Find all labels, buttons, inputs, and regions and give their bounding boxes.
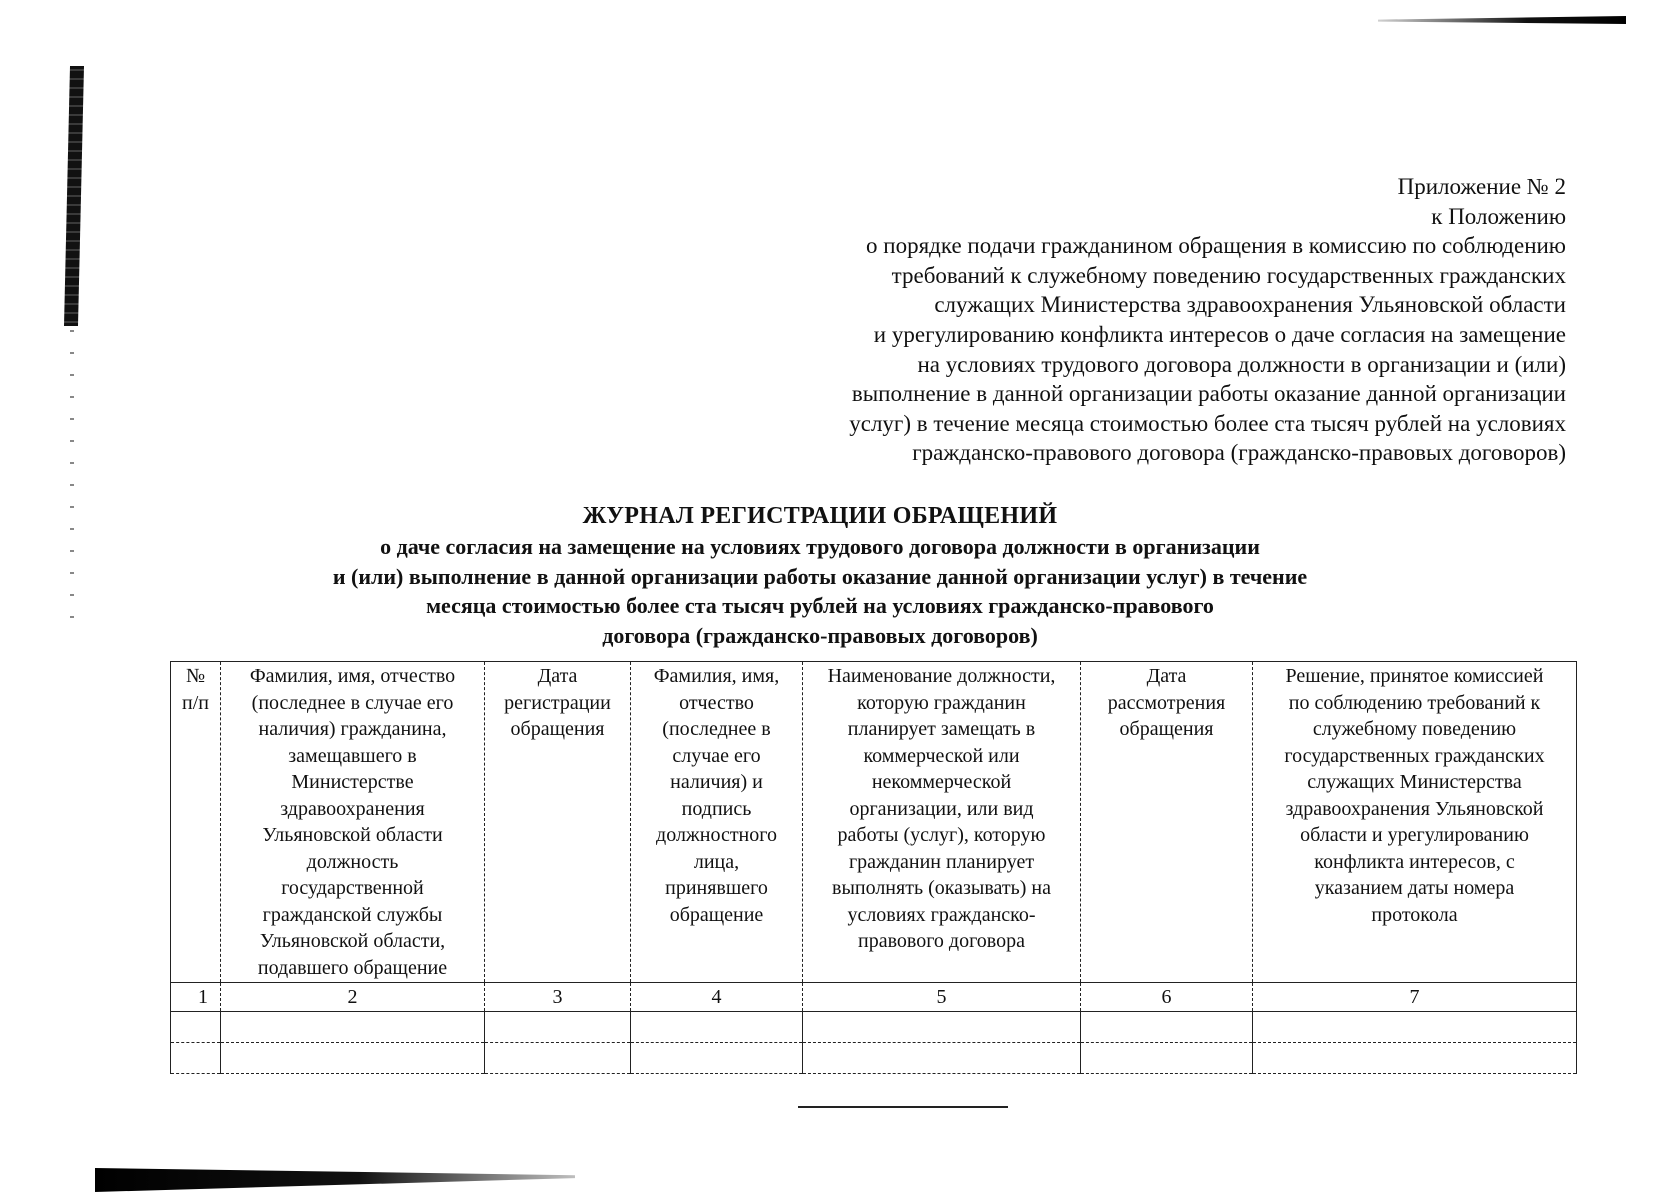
header-line: протокола [1371, 903, 1458, 926]
appendix-line: Приложение № 2 [1397, 174, 1566, 199]
header-line: Ульяновской области [262, 824, 443, 846]
header-line: (последнее в случае его [251, 691, 454, 714]
header-line: которую гражданин [857, 691, 1026, 714]
scan-artifact-top [1378, 16, 1626, 24]
table-row [171, 1012, 1577, 1043]
header-line: Решение, принятое комиссией [1285, 665, 1544, 687]
header-cell-position-name [803, 662, 1081, 983]
header-line: должность [306, 850, 399, 873]
header-line: Фамилия, имя, [653, 665, 780, 687]
appendix-header [666, 172, 1566, 468]
empty-cell [1081, 1012, 1253, 1043]
appendix-line: служащих Министерства здравоохранения Ульяновской области [934, 292, 1566, 318]
column-number-cell: 2 [221, 983, 485, 1012]
column-number-cell: 7 [1253, 983, 1577, 1012]
header-line: обращения [1119, 718, 1214, 740]
header-line: коммерческой или [863, 744, 1020, 767]
header-line: Дата [537, 665, 578, 687]
appendix-line: выполнение в данной организации работы оказание данной организации [851, 381, 1566, 407]
journal-subtitle-line: о даче согласия на замещение на условиях трудового договора должности в организации [380, 534, 1260, 559]
header-line: п/п [182, 691, 209, 714]
journal-title-main: ЖУРНАЛ РЕГИСТРАЦИИ ОБРАЩЕНИЙ [582, 503, 1058, 529]
header-line: гражданской службы [262, 903, 443, 926]
journal-subtitle-line: и (или) выполнение в данной организации работы оказание данной организации услуг) в течение [332, 563, 1308, 589]
header-line: наличия) гражданина, [258, 718, 447, 740]
appendix-line: на условиях трудового договора должности в организации и (или) [917, 351, 1566, 377]
registration-journal-table [170, 661, 1577, 1074]
header-line: условиях гражданско- [847, 903, 1036, 926]
header-line: Дата [1146, 665, 1187, 687]
header-line: конфликта интересов, с [1314, 850, 1515, 873]
header-line: обращения [510, 718, 605, 740]
empty-cell [631, 1012, 803, 1043]
document-end-line [798, 1106, 1008, 1108]
header-cell-applicant-name [221, 662, 485, 983]
header-line: рассмотрения [1107, 691, 1226, 714]
header-line: гражданин планирует [848, 850, 1035, 873]
header-line: Министерстве [291, 771, 414, 793]
appendix-line: к Положению [1431, 203, 1566, 229]
header-line: должностного [656, 824, 777, 846]
empty-cell [485, 1012, 631, 1043]
column-number-cell: 4 [631, 983, 803, 1012]
header-cell-official-name [631, 662, 803, 983]
empty-cell [1081, 1043, 1253, 1074]
header-line: государственных гражданских [1284, 744, 1545, 767]
empty-cell [221, 1043, 485, 1074]
header-line: правового договора [858, 930, 1025, 952]
header-line: подавшего обращение [257, 956, 448, 979]
appendix-line: услуг) в течение месяца стоимостью более ста тысяч рублей на условиях [849, 410, 1566, 436]
scan-artifact-dots [70, 330, 74, 630]
column-number-row [171, 983, 1577, 1012]
header-cell-registration-date [485, 662, 631, 983]
scan-artifact-bottom [95, 1168, 575, 1192]
column-number-cell: 3 [485, 983, 631, 1012]
header-line: регистрации [504, 691, 611, 714]
header-line: по соблюдению требований к [1288, 691, 1541, 714]
header-line: обращение [669, 903, 764, 926]
header-line: планирует замещать в [847, 718, 1036, 740]
empty-cell [1253, 1043, 1577, 1074]
empty-cell [1253, 1012, 1577, 1043]
appendix-line: гражданско-правового договора (гражданско-правовых договоров) [912, 440, 1566, 466]
table-header-row [171, 662, 1577, 983]
header-line: работы (услуг), которую [837, 824, 1046, 846]
header-line: Фамилия, имя, отчество [249, 665, 456, 687]
header-line: Наименование должности, [827, 665, 1056, 687]
empty-cell [171, 1043, 221, 1074]
header-line: № [185, 665, 206, 687]
scan-artifact-left [64, 66, 84, 326]
appendix-line: требований к служебному поведению государственных гражданских [891, 262, 1566, 288]
header-line: государственной [281, 877, 424, 899]
header-line: замещавшего в [288, 744, 417, 767]
table-row [171, 1043, 1577, 1074]
header-line: подпись [681, 797, 752, 820]
header-line: указанием даты номера [1314, 877, 1515, 899]
column-number-cell: 1 [171, 983, 221, 1012]
header-cell-review-date [1081, 662, 1253, 983]
header-line: выполнять (оказывать) на [832, 877, 1051, 899]
header-line: (последнее в [662, 718, 771, 740]
empty-cell [631, 1043, 803, 1074]
appendix-line: о порядке подачи гражданином обращения в комиссию по соблюдению [866, 233, 1566, 259]
column-number-cell: 6 [1081, 983, 1253, 1012]
journal-title [170, 500, 1470, 650]
empty-cell [485, 1043, 631, 1074]
appendix-line: и урегулированию конфликта интересов о даче согласия на замещение [873, 321, 1566, 347]
header-cell-commission-decision [1253, 662, 1577, 983]
header-line: служебному поведению [1312, 718, 1517, 740]
header-line: области и урегулированию [1300, 824, 1529, 846]
header-line: лица, [693, 850, 740, 873]
column-number-cell: 5 [803, 983, 1081, 1012]
header-line: организации, или вид [849, 797, 1034, 820]
empty-cell [171, 1012, 221, 1043]
empty-cell [803, 1043, 1081, 1074]
header-cell-number [171, 662, 221, 983]
header-line: случае его [672, 744, 761, 767]
header-line: некоммерческой [871, 771, 1012, 793]
header-line: отчество [679, 691, 754, 714]
header-line: принявшего [665, 877, 768, 899]
header-line: здравоохранения [280, 797, 425, 820]
empty-cell [221, 1012, 485, 1043]
empty-cell [803, 1012, 1081, 1043]
header-line: служащих Министерства [1307, 771, 1522, 793]
header-line: наличия) и [670, 771, 763, 793]
journal-subtitle-line: месяца стоимостью более ста тысяч рублей на условиях гражданско-правового [426, 593, 1214, 618]
journal-subtitle-line: договора (гражданско-правовых договоров) [602, 622, 1038, 648]
header-line: здравоохранения Ульяновской [1285, 797, 1544, 820]
header-line: Ульяновской области, [259, 930, 446, 952]
